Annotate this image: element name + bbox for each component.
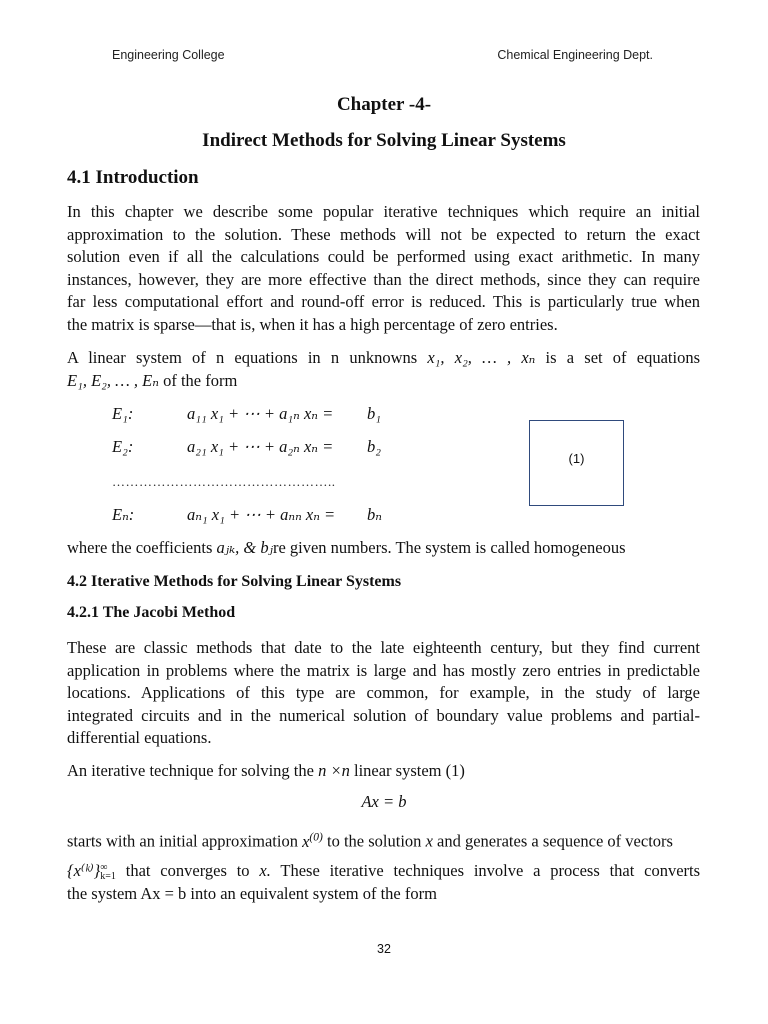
linear-system-text-b: is a set of equations	[545, 348, 700, 367]
equation-row	[112, 437, 432, 461]
iterative-technique-line	[67, 760, 700, 783]
initial-text-c: and generates a sequence of vectors	[437, 831, 673, 851]
equation-vars: E₁, E₂, … , Eₙ	[67, 370, 159, 390]
x0-term: $x^{(0)}$	[302, 831, 323, 851]
section-4-2-heading: 4.2 Iterative Methods for Solving Linear Systems	[67, 573, 402, 590]
jacobi-line: locations. Applications of this type are common, for example, in the study of large	[67, 683, 700, 702]
initial-text-b: to the solution	[327, 831, 422, 851]
intro-paragraph	[67, 201, 700, 336]
center-equation: Ax = b	[361, 792, 407, 811]
sequence-term: {x⁽ᵏ⁾} ∞ k=1	[67, 861, 116, 883]
equation-lhs: aₙ₁ x₁ + ⋯ + aₙₙ xₙ =	[187, 505, 336, 524]
equation-label: E₁:	[112, 404, 134, 423]
header-left: Engineering College	[112, 48, 225, 62]
linear-system-text-c: of the form	[163, 370, 238, 390]
iterative-text-b: linear system (1)	[353, 761, 465, 780]
intro-line: approximation to the solution. These methods will not be expected to return the exact	[67, 224, 700, 244]
equation-number-box	[529, 420, 624, 506]
sequence-text-b: These iterative techniques involve a process that converts	[280, 861, 701, 880]
equation-lhs: a₁₁ x₁ + ⋯ + a₁ₙ xₙ =	[187, 404, 334, 423]
jacobi-line: application in problems where the matrix is large and has mostly zero entries in predictable	[67, 660, 700, 680]
intro-line: instances, however, they are more effective than the direct methods, since they can require	[67, 269, 700, 289]
coefficients-sentence	[67, 537, 700, 560]
equation-number: (1)	[568, 451, 585, 466]
sequence-text-a: that converges to	[125, 861, 250, 880]
equation-label: E₂:	[112, 437, 134, 456]
equation-row	[112, 505, 432, 529]
coeff-vars: aⱼₖ, & bⱼ	[216, 538, 273, 557]
coefficients-line	[67, 537, 700, 560]
jacobi-line: These are classic methods that date to the late eighteenth century, but they find current	[67, 638, 700, 657]
sequence-line: the system Ax = b into an equivalent system of the form	[67, 883, 437, 903]
equation-rhs: b₁	[367, 404, 381, 423]
page-number: 32	[377, 942, 391, 956]
jacobi-paragraph	[67, 637, 700, 750]
iterative-text-a: An iterative technique for solving the	[67, 761, 314, 780]
intro-line: far less computational effort and round-off error is reduced. This is particularly true when	[67, 292, 700, 311]
intro-line: In this chapter we describe some popular iterative techniques which require an initial	[67, 202, 700, 221]
unknowns-vars: x₁, x₂, … , xₙ	[427, 348, 536, 367]
x-term: x	[425, 831, 433, 851]
linear-system-text-a: A linear system of n equations in n unknowns	[67, 348, 418, 367]
section-4-2-1-heading: 4.2.1 The Jacobi Method	[67, 604, 236, 621]
equation-label: Eₙ:	[112, 505, 135, 524]
coeff-text-b: re given numbers. The system is called homogeneous	[272, 538, 626, 557]
jacobi-line: integrated circuits and in the numerical solution of boundary value problems and partial-	[67, 705, 700, 725]
coeff-text-a: where the coefficients	[67, 538, 213, 557]
equation-rhs: b₂	[367, 437, 381, 456]
initial-text-a: starts with an initial approximation	[67, 831, 298, 851]
header-right: Chemical Engineering Dept.	[497, 48, 653, 62]
linear-system-line	[67, 370, 700, 393]
intro-line: solution even if all the calculations could be performed using exact arithmetic. In many	[67, 247, 700, 266]
equation-rhs: bₙ	[367, 505, 382, 524]
nxn-term: n ×n	[318, 761, 350, 780]
chapter-number: Chapter -4-	[336, 94, 432, 115]
linear-system-line	[67, 347, 700, 370]
equation-row	[112, 404, 432, 428]
equation-ellipsis: …………………………………………..	[112, 474, 336, 489]
jacobi-line: differential equations.	[67, 728, 212, 747]
intro-line: the matrix is sparse—that is, when it has a high percentage of zero entries.	[67, 314, 558, 334]
equation-lhs: a₂₁ x₁ + ⋯ + a₂ₙ xₙ =	[187, 437, 334, 456]
initial-approx-sentence	[67, 826, 700, 849]
chapter-title: Indirect Methods for Solving Linear Systems	[202, 130, 566, 151]
x-term: x.	[259, 861, 271, 880]
linear-system-paragraph	[67, 347, 700, 392]
iterative-technique-sentence	[67, 760, 700, 783]
initial-approx-line	[67, 826, 700, 849]
section-4-1-heading: 4.1 Introduction	[67, 167, 199, 188]
sequence-paragraph	[67, 860, 700, 905]
sequence-line	[67, 860, 700, 883]
